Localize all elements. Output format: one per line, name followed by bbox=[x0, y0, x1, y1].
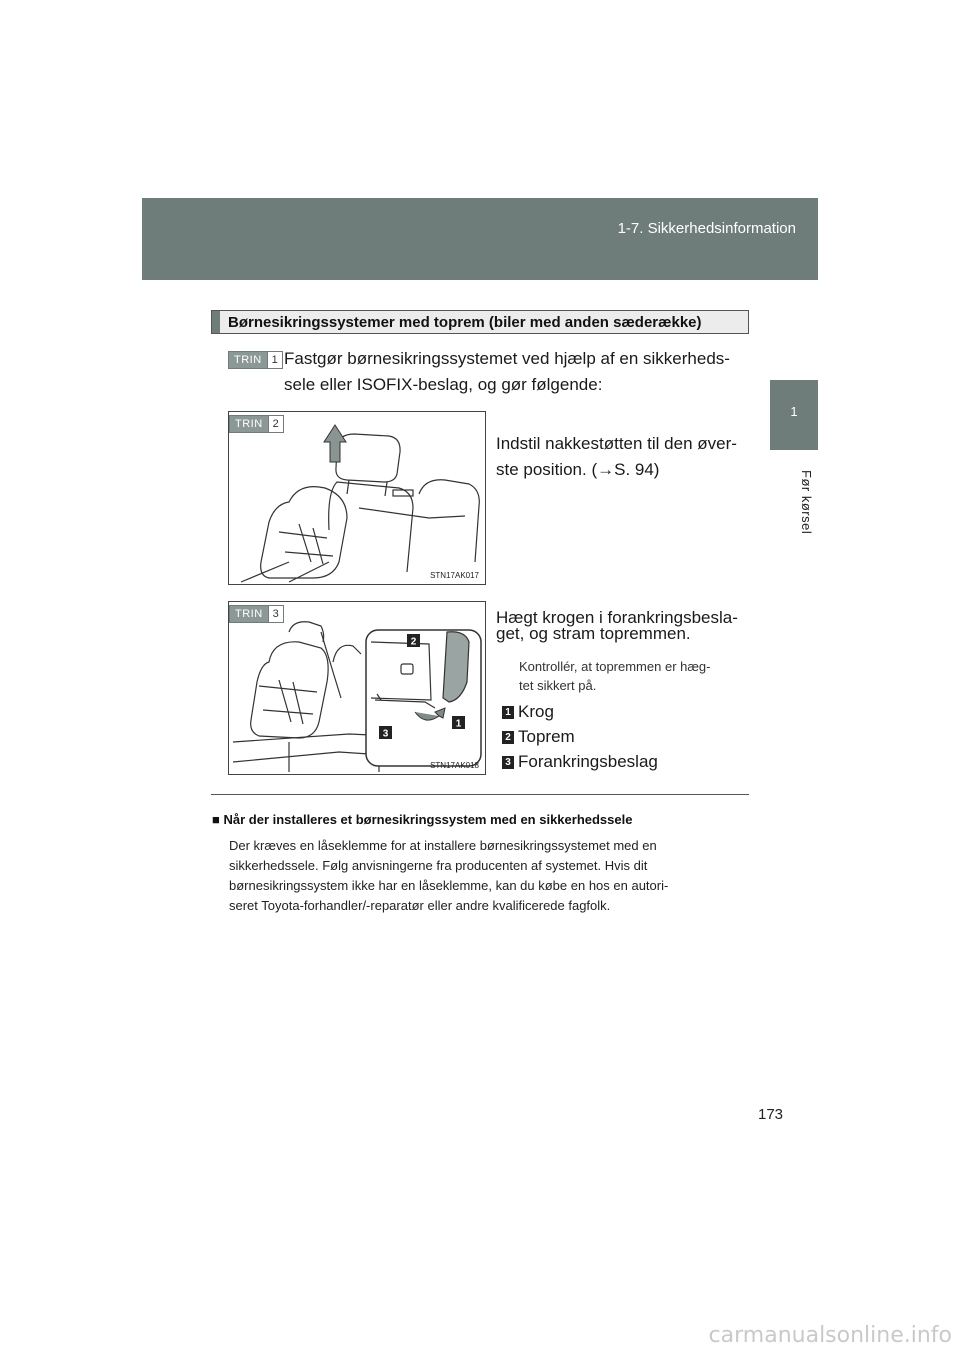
legend-number: 3 bbox=[502, 756, 514, 769]
info-paragraph bbox=[229, 836, 741, 916]
headrest-illustration bbox=[229, 412, 485, 584]
page-number: 173 bbox=[758, 1106, 784, 1123]
info-paragraph-line: seret Toyota-forhandler/-reparatør eller andre kvalificerede fagfolk. bbox=[229, 898, 611, 913]
info-heading bbox=[212, 812, 632, 827]
legend-item bbox=[502, 751, 658, 773]
step-badge-1 bbox=[228, 351, 283, 369]
step-3-line-2: get, og stram topremmen. bbox=[496, 624, 691, 643]
step-3-note-line-1: Kontrollér, at topremmen er hæg- bbox=[519, 659, 711, 674]
step-badge-number: 3 bbox=[268, 606, 283, 622]
step-badge-label: TRIN bbox=[229, 352, 267, 368]
svg-text:2: 2 bbox=[410, 636, 417, 648]
legend-label: Krog bbox=[518, 702, 554, 721]
step-badge-3 bbox=[229, 605, 284, 623]
step-2-line-1: Indstil nakkestøtten til den øver- bbox=[496, 434, 737, 453]
headrest-figure bbox=[228, 411, 486, 585]
legend-label: Forankringsbeslag bbox=[518, 752, 658, 771]
svg-text:3: 3 bbox=[382, 728, 389, 740]
step-1-line-2: sele eller ISOFIX-beslag, og gør følgende: bbox=[284, 375, 603, 394]
square-bullet-icon: ■ bbox=[212, 812, 220, 827]
section-divider bbox=[211, 794, 749, 795]
legend-label: Toprem bbox=[518, 727, 575, 746]
section-heading-bar bbox=[212, 311, 220, 333]
legend-item bbox=[502, 726, 575, 748]
step-badge-number: 1 bbox=[267, 352, 282, 368]
step-3-note-line-2: tet sikkert på. bbox=[519, 678, 597, 693]
figure-code: STN17AK017 bbox=[430, 571, 479, 580]
anchor-illustration bbox=[229, 602, 485, 774]
step-badge-number: 2 bbox=[268, 416, 283, 432]
figure-code: STN17AK018 bbox=[430, 761, 479, 770]
info-heading-text: Når der installeres et børnesikringssystem med en sikkerhedssele bbox=[223, 812, 633, 827]
legend-item bbox=[502, 701, 554, 723]
step-3-line-1: Hægt krogen i forankringsbesla- bbox=[496, 608, 738, 627]
header-band bbox=[142, 198, 818, 280]
up-arrow-icon bbox=[324, 425, 346, 462]
chapter-tab-label: Før kørsel bbox=[799, 470, 814, 535]
watermark: carmanualsonline.info bbox=[708, 1323, 952, 1348]
info-paragraph-line: børnesikringssystem ikke har en låseklemme, kan du købe en hos en autori- bbox=[229, 878, 669, 893]
step-2-line-2: ste position. (→S. 94) bbox=[496, 460, 660, 479]
step-badge-label: TRIN bbox=[230, 416, 268, 432]
info-paragraph-line: Der kræves en låseklemme for at installere børnesikringssystemet med en bbox=[229, 838, 657, 853]
step-badge-2 bbox=[229, 415, 284, 433]
section-heading bbox=[211, 310, 749, 334]
svg-text:1: 1 bbox=[455, 718, 462, 730]
anchor-figure bbox=[228, 601, 486, 775]
chapter-tab bbox=[770, 380, 818, 450]
legend-number: 2 bbox=[502, 731, 514, 744]
section-heading-text: Børnesikringssystemer med toprem (biler med anden sæderække) bbox=[228, 314, 702, 331]
info-paragraph-line: sikkerhedssele. Følg anvisningerne fra producenten af systemet. Hvis dit bbox=[229, 858, 648, 873]
step-1-line-1: Fastgør børnesikringssystemet ved hjælp af en sikkerheds- bbox=[284, 349, 730, 368]
chapter-title: 1-7. Sikkerhedsinformation bbox=[617, 220, 796, 237]
legend-number: 1 bbox=[502, 706, 514, 719]
step-badge-label: TRIN bbox=[230, 606, 268, 622]
chapter-tab-number: 1 bbox=[790, 404, 798, 419]
